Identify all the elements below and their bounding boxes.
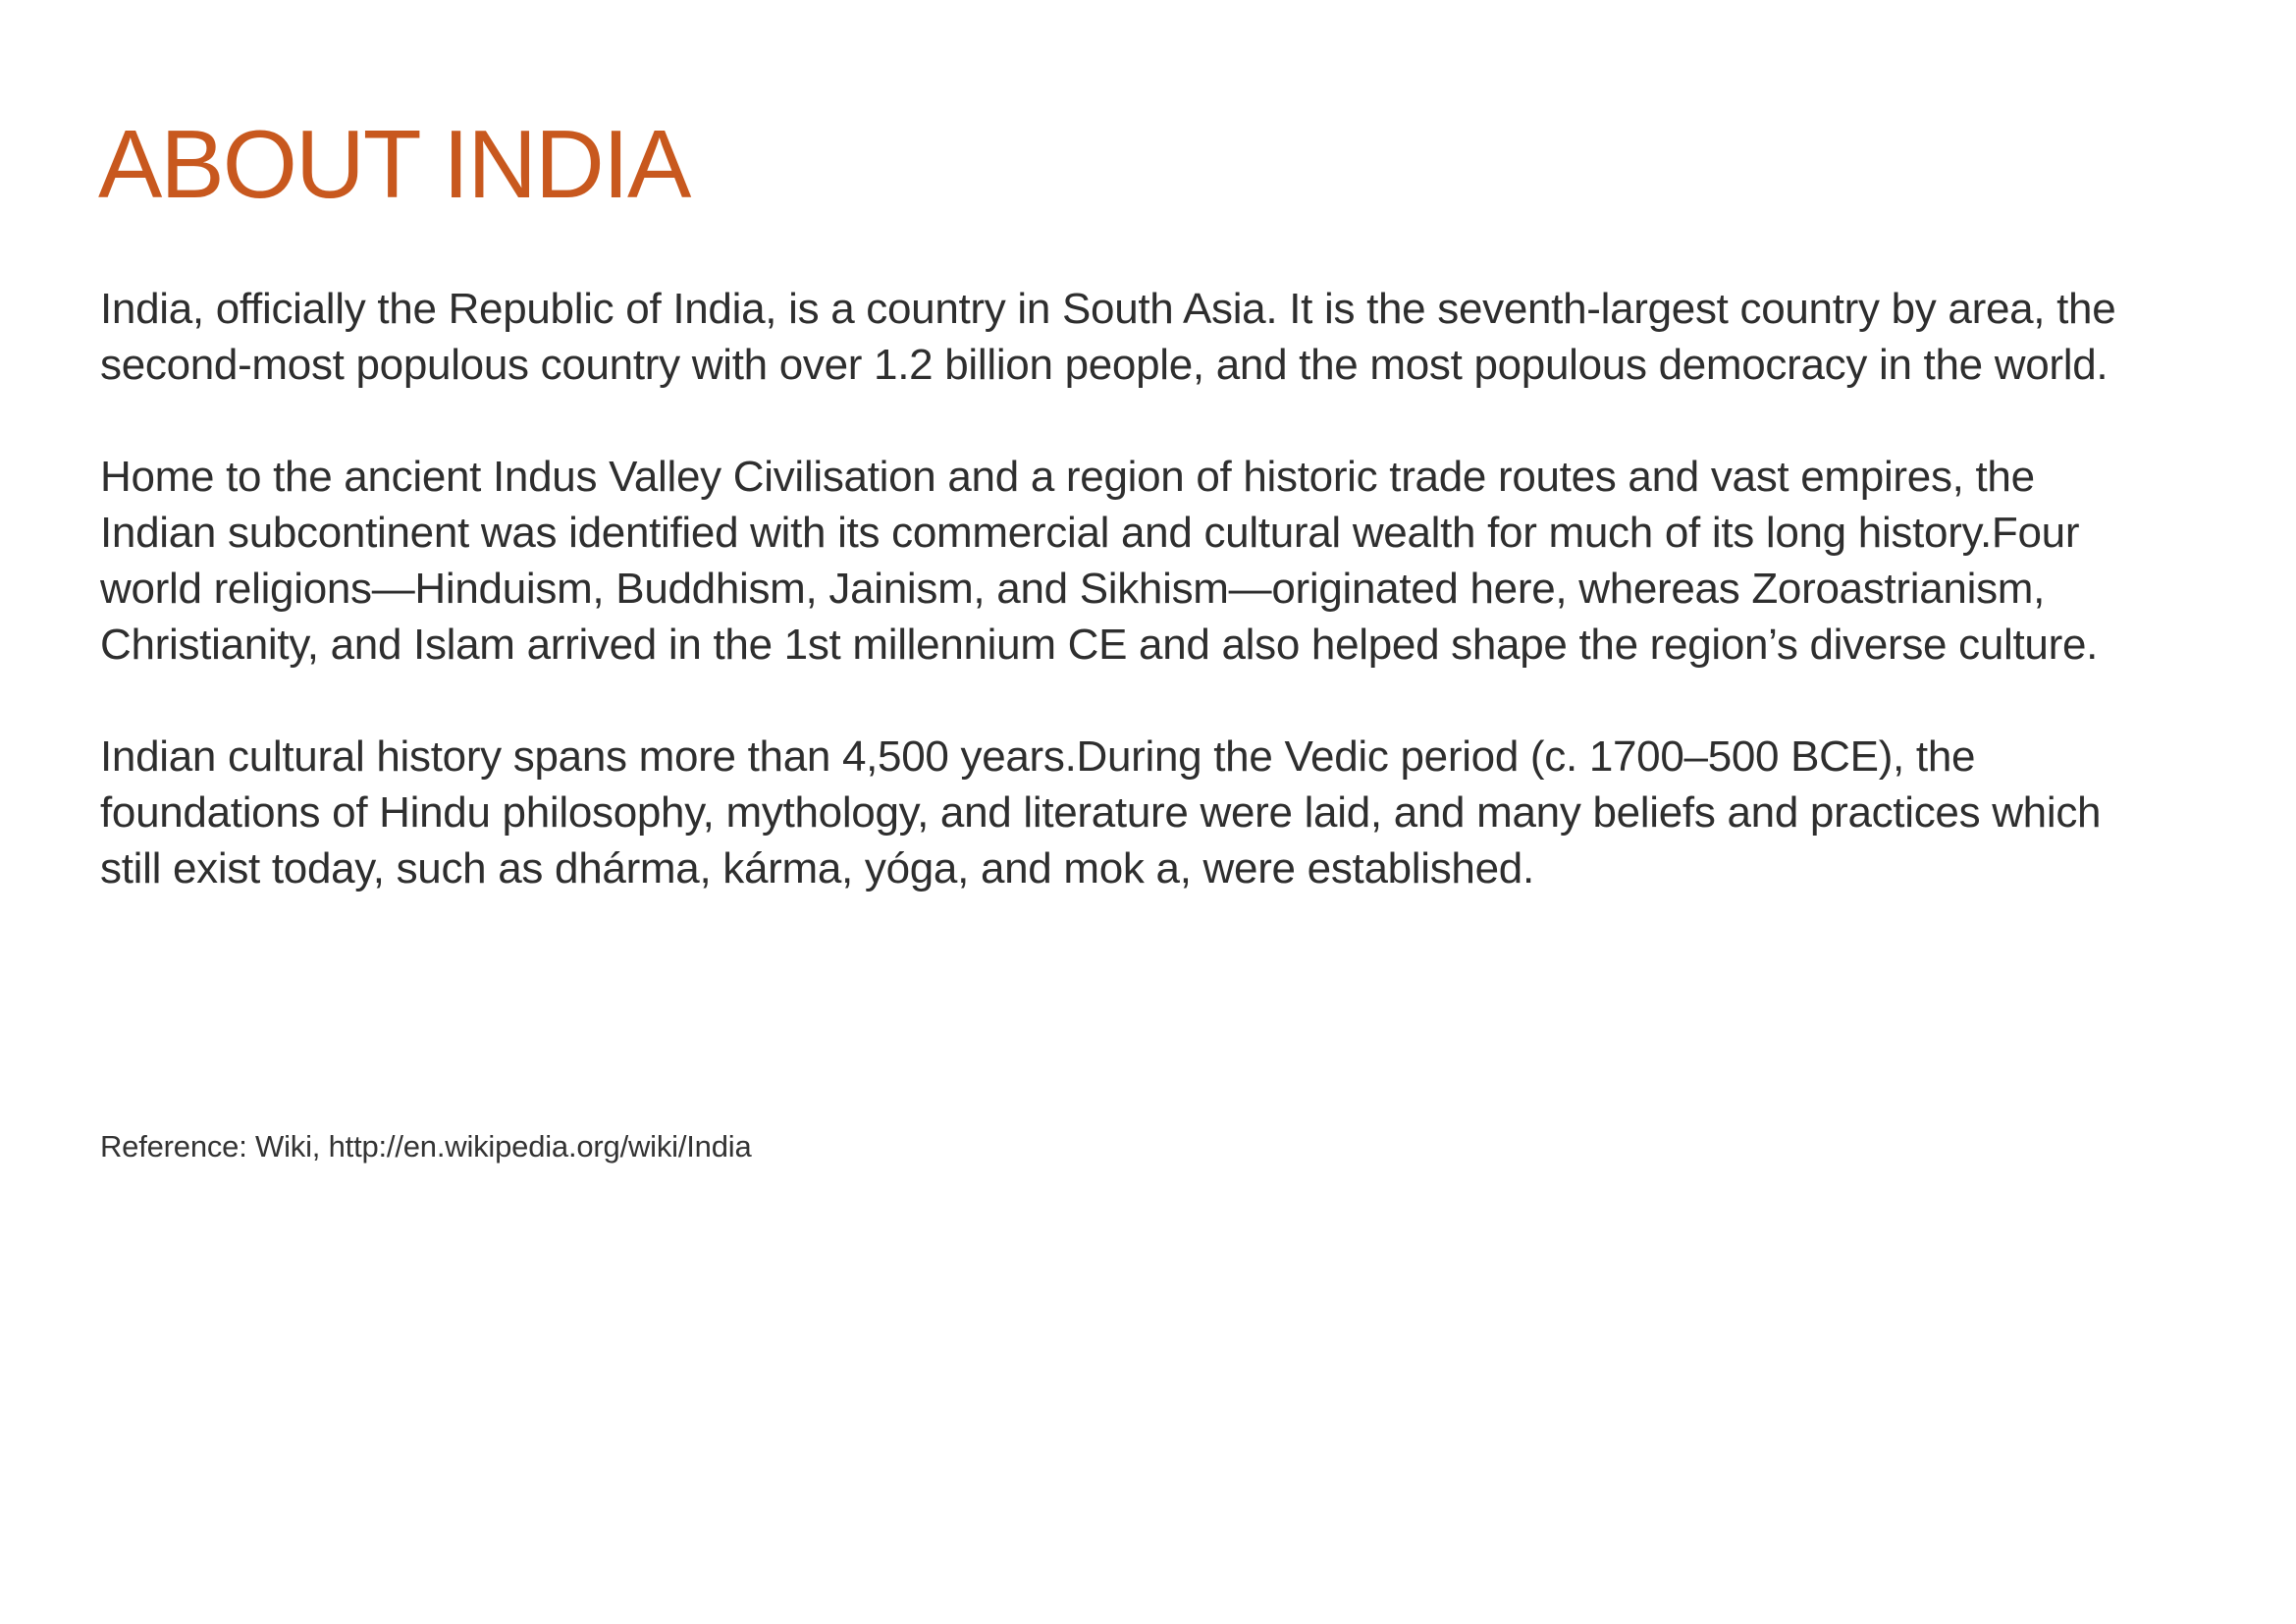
paragraph-culture: Indian cultural history spans more than 4,500 years.During the Vedic period (c. 1700–500 BCE), the foundations of Hindu philosophy, mythology, and literature were laid, and many beliefs and practices which still exist today, such as dhárma, kárma, yóga, and mok a, were established. bbox=[100, 732, 2102, 893]
paragraph-history: Home to the ancient Indus Valley Civilisation and a region of historic trade routes and vast empires, the Indian subcontinent was identified with its commercial and cultural wealth for much of its long history.Four world religions—Hinduism, Buddhism, Jainism, and Sikhism—originated here, whereas Zoroastrianism, Christianity, and Islam arrived in the 1st millennium CE and also helped shape the region’s diverse culture. bbox=[100, 453, 2099, 669]
body-text bbox=[100, 281, 2122, 952]
reference-note: Reference: Wiki, http://en.wikipedia.org/wiki/India bbox=[100, 1129, 752, 1164]
page-title: ABOUT INDIA bbox=[98, 110, 690, 218]
paragraph-intro: India, officially the Republic of India, is a country in South Asia. It is the seventh-largest country by area, the second-most populous country with over 1.2 billion people, and the most populous democracy in the world. bbox=[100, 285, 2116, 389]
